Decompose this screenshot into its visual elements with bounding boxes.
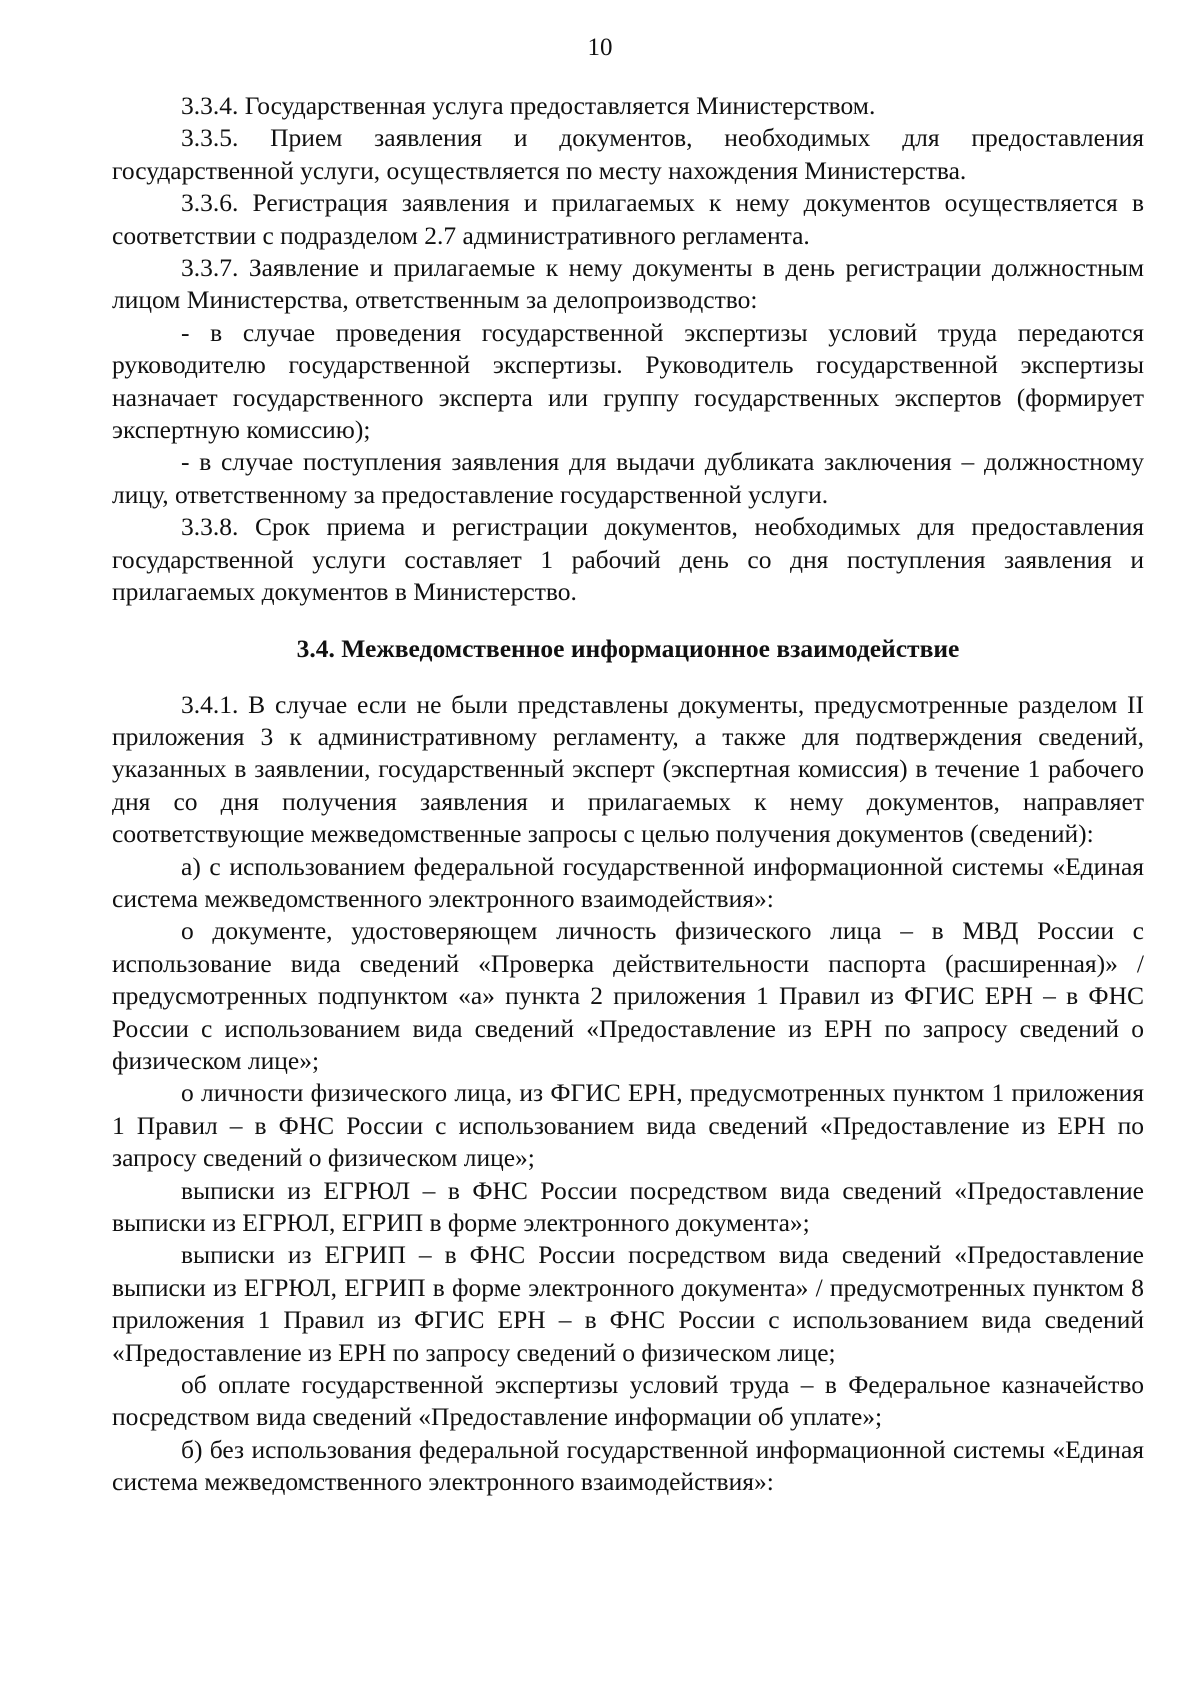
paragraph-3-3-5: 3.3.5. Прием заявления и документов, необходимых для предоставления государственной услуги, осуществляется по месту нахождения Министерства. <box>112 123 1144 185</box>
page-number: 10 <box>587 34 613 61</box>
paragraph-3-3-7-item-2: - в случае поступления заявления для выдачи дубликата заключения – должностному лицу, ответственному за предоставление государственной услуги. <box>112 447 1144 509</box>
paragraph-item-a: а) с использованием федеральной государственной информационной системы «Единая система межведомственного электронного взаимодействия»: <box>112 851 1144 913</box>
paragraph-3-4-1: 3.4.1. В случае если не были представлены документы, предусмотренные разделом II приложения 3 к административному регламенту, а также для подтверждения сведений, указанных в заявлении, государственный эксперт (экспертная комиссия) в течение 1 рабочего дня со дня получения заявления и прилагаемых к нему документов, направляет соответствующие межведомственные запросы с целью получения документов (сведений): <box>112 689 1144 849</box>
paragraph-egrip-extract: выписки из ЕГРИП – в ФНС России посредством вида сведений «Предоставление выписки из ЕГРЮЛ, ЕГРИП в форме электронного документа» / предусмотренных пунктом 8 приложения 1 Правил из ФГИС ЕРН – в ФНС России с использованием вида сведений «Предоставление из ЕРН по запросу сведений о физическом лице; <box>112 1240 1144 1367</box>
section-heading-3-4: 3.4. Межведомственное информационное взаимодействие <box>296 633 960 663</box>
paragraph-3-3-8: 3.3.8. Срок приема и регистрации документов, необходимых для предоставления государственной услуги составляет 1 рабочий день со дня поступления заявления и прилагаемых документов в Министерство. <box>112 512 1144 607</box>
paragraph-3-3-7-item-1: - в случае проведения государственной экспертизы условий труда передаются руководителю государственной экспертизы. Руководитель государственной экспертизы назначает государственного эксперта или группу государственных экспертов (формирует экспертную комиссию); <box>112 317 1144 445</box>
page-content <box>112 90 1144 1499</box>
paragraph-personal-identity: о личности физического лица, из ФГИС ЕРН, предусмотренных пунктом 1 приложения 1 Правил – в ФНС России с использованием вида сведений «Предоставление из ЕРН по запросу сведений о физическом лице»; <box>112 1078 1144 1173</box>
paragraph-3-3-7: 3.3.7. Заявление и прилагаемые к нему документы в день регистрации должностным лицом Министерства, ответственным за делопроизводство: <box>112 253 1144 315</box>
paragraph-egrul-extract: выписки из ЕГРЮЛ – в ФНС России посредством вида сведений «Предоставление выписки из ЕГРЮЛ, ЕГРИП в форме электронного документа»; <box>112 1175 1144 1237</box>
paragraph-3-3-6: 3.3.6. Регистрация заявления и прилагаемых к нему документов осуществляется в соответствии с подразделом 2.7 административного регламента. <box>112 188 1144 250</box>
paragraph-payment: об оплате государственной экспертизы условий труда – в Федеральное казначейство посредством вида сведений «Предоставление информации об уплате»; <box>112 1370 1144 1432</box>
paragraph-3-3-4: 3.3.4. Государственная услуга предоставляется Министерством. <box>181 91 876 120</box>
paragraph-item-b: б) без использования федеральной государственной информационной системы «Единая система межведомственного электронного взаимодействия»: <box>112 1434 1144 1497</box>
paragraph-identity-document: о документе, удостоверяющем личность физического лица – в МВД России с использование вида сведений «Проверка действительности паспорта (расширенная)» / предусмотренных подпунктом «а» пункта 2 приложения 1 Правил из ФГИС ЕРН – в ФНС России с использованием вида сведений «Предоставление из ЕРН по запросу сведений о физическом лице»; <box>112 916 1144 1075</box>
